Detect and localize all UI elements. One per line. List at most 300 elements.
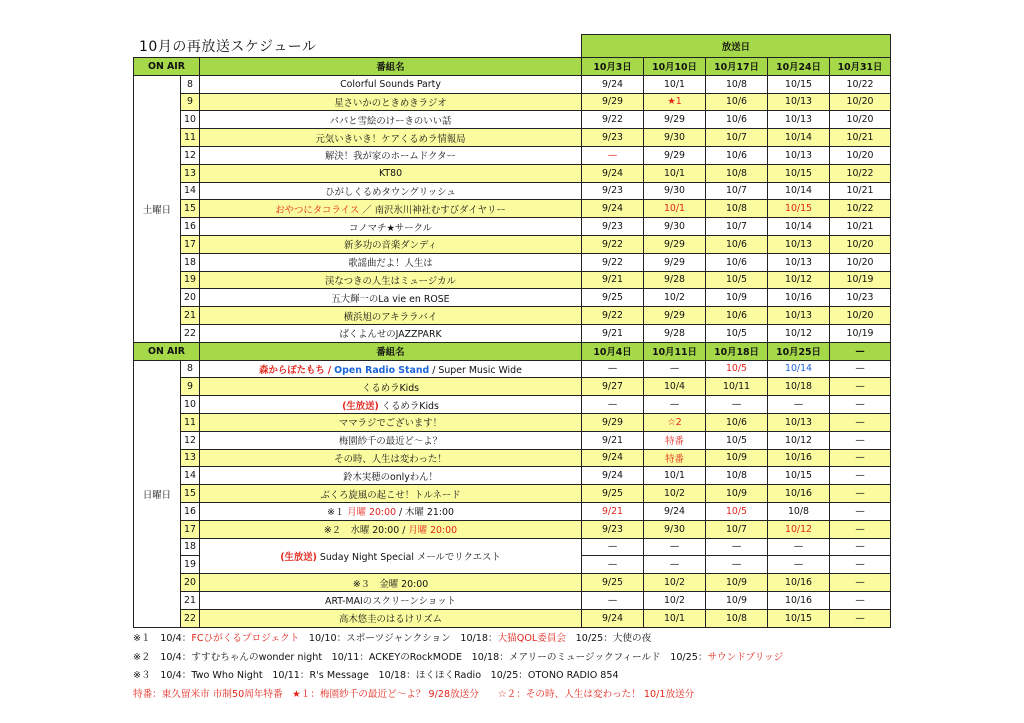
date-cell: 10/20 (830, 111, 891, 129)
hour-cell: 14 (181, 467, 200, 485)
table-row (134, 609, 891, 627)
program-name: 横浜旭のアキララバイ (343, 311, 438, 323)
date-cell: — (830, 502, 891, 520)
date-cell: 10/20 (830, 253, 891, 271)
live-badge: (生放送) (280, 551, 317, 563)
date-cell: 10/8 (768, 502, 830, 520)
hour-cell: 9 (181, 93, 200, 111)
date-cell: 10/21 (830, 218, 891, 236)
program-cell (200, 182, 582, 200)
sunday-day-label: 日曜日 (134, 360, 181, 627)
date-cell: 10/15 (768, 164, 830, 182)
program-cell (200, 235, 582, 253)
program-cell (200, 75, 582, 93)
date-cell: — (830, 591, 891, 609)
program-note-mark: ※１ (327, 507, 345, 519)
on-air-header: ON AIR (134, 58, 200, 76)
program-cell (200, 396, 582, 414)
date-cell: 10/21 (830, 129, 891, 147)
date-cell: 10/13 (768, 235, 830, 253)
program-cell (200, 253, 582, 271)
date-cell: — (644, 360, 706, 378)
program-cell (200, 449, 582, 467)
hour-cell: 12 (181, 431, 200, 449)
program-name-highlight: おやつにタコライス (275, 204, 360, 216)
footnote-1: ※１ 10/4：FCひがくるプロジェクト 10/10：スポーツジャンクション 10/18：大猫QOL委員会 10/25：大使の夜 (133, 633, 652, 644)
date-cell: 10/13 (768, 146, 830, 164)
date-cell: 10/7 (706, 520, 768, 538)
page-title: 10月の再放送スケジュール (139, 39, 317, 55)
program-name: 歌謡曲だよ！人生は (348, 258, 433, 270)
date-cell: 9/24 (582, 449, 644, 467)
table-row (134, 200, 891, 218)
hour-cell: 22 (181, 324, 200, 342)
date-cell: 10/22 (830, 164, 891, 182)
date-cell: 9/21 (582, 271, 644, 289)
program-cell (200, 431, 582, 449)
program-name: 梅園紗千の最近ど〜よ？ (338, 436, 443, 448)
date-cell: 10/23 (830, 289, 891, 307)
date-cell: 9/21 (582, 431, 644, 449)
date-cell: — (582, 396, 644, 414)
date-cell: 10/15 (768, 75, 830, 93)
table-row (134, 253, 891, 271)
date-cell: 10/21 (830, 182, 891, 200)
date-cell: — (830, 449, 891, 467)
date-cell: 10/18 (768, 378, 830, 396)
date-cell: ★1 (644, 93, 706, 111)
date-cell: 9/24 (582, 467, 644, 485)
date-cell: 10/20 (830, 93, 891, 111)
date-cell: 10/14 (768, 129, 830, 147)
program-time: ※２ 水曜 20:00 / (323, 525, 406, 537)
date-cell: 10/15 (768, 200, 830, 218)
table-row (134, 520, 891, 538)
date-cell: — (644, 396, 706, 414)
table-row (134, 235, 891, 253)
date-cell: 9/24 (582, 200, 644, 218)
date-cell: — (830, 396, 891, 414)
program-name: ※３ 金曜 20:00 (352, 578, 429, 590)
program-cell (200, 574, 582, 592)
date-header: 10月18日 (706, 342, 768, 360)
saturday-header-row (134, 58, 891, 76)
date-cell: 10/20 (830, 146, 891, 164)
date-cell: — (582, 146, 644, 164)
program-cell (200, 307, 582, 325)
table-row (134, 467, 891, 485)
program-name: Suday Night Special メールでリクエスト (319, 551, 501, 563)
hour-cell: 13 (181, 164, 200, 182)
date-cell: 9/29 (582, 93, 644, 111)
date-cell: 10/9 (706, 449, 768, 467)
program-time-highlight: 月曜 20:00 (347, 507, 397, 519)
date-cell: 9/30 (644, 129, 706, 147)
hour-cell: 20 (181, 574, 200, 592)
hour-cell: 8 (181, 360, 200, 378)
footnote-special: 特番：東久留米市 市制50周年特番 ★１：梅園紗千の最近ど〜よ？ 9/28放送分 ☆２：その時、人生は変わった！ 10/1放送分 (133, 688, 695, 700)
date-cell: 10/20 (830, 307, 891, 325)
program-name: Colorful Sounds Party (340, 78, 441, 90)
footnote-2: ※２ 10/4：すすむちゃんのwonder night 10/11：ACKEYのRockMODE 10/18：メアリーのミュージックフィールド 10/25：サウンドブリッジ (133, 651, 784, 663)
date-cell: 10/14 (768, 218, 830, 236)
date-cell: 9/29 (644, 307, 706, 325)
hour-cell: 18 (181, 253, 200, 271)
date-cell: 10/15 (768, 609, 830, 627)
table-row (134, 431, 891, 449)
date-cell: 特番 (644, 431, 706, 449)
date-cell: 10/8 (706, 164, 768, 182)
date-cell: 10/2 (644, 485, 706, 503)
date-cell: 9/24 (582, 164, 644, 182)
date-header: 10月3日 (582, 58, 644, 76)
title-spacer (134, 35, 582, 58)
footnote-3: ※３ 10/4：Two Who Night 10/11：R's Message 10/18：ほくほくRadio 10/25：OTONO RADIO 854 (133, 670, 619, 681)
date-cell: 10/12 (768, 431, 830, 449)
date-cell: 10/20 (830, 235, 891, 253)
date-header: 10月31日 (830, 58, 891, 76)
date-cell: 10/5 (706, 431, 768, 449)
program-name: ／ 南沢氷川神社むすびダイヤリー (362, 204, 506, 216)
on-air-header: ON AIR (134, 342, 200, 360)
program-cell (200, 111, 582, 129)
program-cell (200, 520, 582, 538)
date-cell: 9/29 (644, 111, 706, 129)
date-cell: 10/2 (644, 289, 706, 307)
program-cell (200, 93, 582, 111)
program-cell (200, 413, 582, 431)
table-row (134, 378, 891, 396)
program-cell (200, 146, 582, 164)
date-cell: 10/19 (830, 271, 891, 289)
date-cell: 10/12 (768, 324, 830, 342)
table-row (134, 307, 891, 325)
date-cell: 10/1 (644, 200, 706, 218)
program-name: ばくよんせのJAZZPARK (339, 329, 442, 341)
date-cell: 10/6 (706, 253, 768, 271)
hour-cell: 11 (181, 129, 200, 147)
date-cell: 10/14 (768, 360, 830, 378)
program-name: ART-MAIのスクリーンショット (325, 596, 456, 608)
date-cell: 10/9 (706, 574, 768, 592)
program-name: くるめラKids (361, 382, 420, 394)
table-row (134, 324, 891, 342)
date-cell: 10/8 (706, 200, 768, 218)
program-name: その時、人生は変わった！ (334, 453, 447, 465)
hour-cell: 11 (181, 413, 200, 431)
program-cell (200, 289, 582, 307)
date-cell: 9/24 (582, 75, 644, 93)
date-cell: 10/5 (706, 271, 768, 289)
date-cell: 9/21 (582, 324, 644, 342)
hour-cell: 18 (181, 538, 200, 556)
date-cell: 10/1 (644, 467, 706, 485)
program-cell (200, 502, 582, 520)
date-header: 10月10日 (644, 58, 706, 76)
title-row (134, 35, 891, 58)
program-name: 新多功の音楽ダンディ (343, 240, 438, 252)
hour-cell: 19 (181, 271, 200, 289)
date-cell: 9/22 (582, 111, 644, 129)
date-cell: 9/25 (582, 289, 644, 307)
hour-cell: 10 (181, 111, 200, 129)
date-cell: — (830, 360, 891, 378)
program-cell (200, 324, 582, 342)
date-cell: — (830, 574, 891, 592)
date-cell: 10/5 (706, 324, 768, 342)
date-cell: 10/9 (706, 591, 768, 609)
date-cell: 9/30 (644, 182, 706, 200)
hour-cell: 15 (181, 485, 200, 503)
date-cell: 10/6 (706, 146, 768, 164)
date-cell: — (582, 538, 644, 556)
table-row (134, 164, 891, 182)
hour-cell: 14 (181, 182, 200, 200)
date-cell: 9/25 (582, 574, 644, 592)
date-cell: 9/29 (644, 146, 706, 164)
program-name: 高木悠圭のはるけリズム (339, 614, 442, 626)
hour-cell: 21 (181, 591, 200, 609)
date-cell: 10/8 (706, 467, 768, 485)
date-cell: 10/8 (706, 609, 768, 627)
date-cell: — (706, 396, 768, 414)
date-cell: 10/6 (706, 307, 768, 325)
date-cell: 10/1 (644, 164, 706, 182)
table-row (134, 218, 891, 236)
date-cell: 9/23 (582, 182, 644, 200)
hour-cell: 21 (181, 307, 200, 325)
hour-cell: 10 (181, 396, 200, 414)
program-name-highlight: 森からぽたもち (259, 364, 325, 376)
table-row (134, 502, 891, 520)
date-cell: — (830, 609, 891, 627)
date-cell: 10/5 (706, 360, 768, 378)
table-row (134, 289, 891, 307)
date-cell: — (768, 556, 830, 574)
hour-cell: 16 (181, 502, 200, 520)
date-cell: 9/28 (644, 271, 706, 289)
date-cell: 特番 (644, 449, 706, 467)
date-cell: 10/11 (706, 378, 768, 396)
date-cell: 10/13 (768, 111, 830, 129)
date-cell: — (644, 538, 706, 556)
program-cell (200, 164, 582, 182)
hour-cell: 20 (181, 289, 200, 307)
date-cell: 10/9 (706, 485, 768, 503)
date-cell: 9/24 (644, 502, 706, 520)
date-cell: — (768, 538, 830, 556)
date-cell: 10/7 (706, 182, 768, 200)
date-cell: 9/25 (582, 485, 644, 503)
date-cell: — (830, 520, 891, 538)
date-cell: 10/7 (706, 218, 768, 236)
table-row (134, 360, 891, 378)
date-header: 10月24日 (768, 58, 830, 76)
program-cell (200, 467, 582, 485)
date-cell: — (706, 538, 768, 556)
hour-cell: 13 (181, 449, 200, 467)
date-cell: 10/12 (768, 520, 830, 538)
date-cell: 10/19 (830, 324, 891, 342)
program-name: / Super Music Wide (432, 364, 522, 376)
date-cell: 10/16 (768, 574, 830, 592)
program-name: 五大輝一のLa vie en ROSE (331, 293, 450, 305)
date-cell: 10/6 (706, 93, 768, 111)
table-row (134, 93, 891, 111)
table-row (134, 574, 891, 592)
program-time: / 木曜 21:00 (399, 507, 454, 519)
date-cell: 10/14 (768, 182, 830, 200)
program-name: KT80 (378, 167, 403, 179)
date-cell: 9/23 (582, 218, 644, 236)
program-cell (200, 271, 582, 289)
date-cell: — (830, 413, 891, 431)
table-row (134, 449, 891, 467)
table-row (134, 538, 891, 556)
date-cell: 10/6 (706, 413, 768, 431)
program-name: くるめラKids (381, 400, 439, 412)
date-cell: — (830, 378, 891, 396)
program-header: 番組名 (200, 58, 582, 76)
date-cell: 10/16 (768, 289, 830, 307)
broadcast-day-header: 放送日 (582, 35, 891, 58)
date-cell: 10/13 (768, 93, 830, 111)
date-cell: — (644, 556, 706, 574)
date-cell: ☆2 (644, 413, 706, 431)
date-cell: 9/23 (582, 520, 644, 538)
date-cell: 10/8 (706, 75, 768, 93)
table-row (134, 271, 891, 289)
program-header: 番組名 (200, 342, 582, 360)
date-cell: — (830, 467, 891, 485)
program-time-highlight: 月曜 20:00 (408, 525, 458, 537)
program-name-blue: Open Radio Stand (334, 364, 430, 376)
table-row (134, 146, 891, 164)
date-cell: 10/7 (706, 129, 768, 147)
date-cell: 10/13 (768, 413, 830, 431)
program-name: コノマチ★サークル (348, 222, 433, 234)
date-cell: 9/24 (582, 609, 644, 627)
program-cell (200, 485, 582, 503)
date-cell: 10/12 (768, 271, 830, 289)
program-name: ひがしくるめタウングリッシュ (325, 186, 456, 198)
date-cell: 10/6 (706, 235, 768, 253)
live-badge: (生放送) (342, 400, 379, 412)
program-separator: / (327, 364, 332, 376)
program-name: ぶくろ旋風の起こせ！トルネード (320, 489, 461, 501)
program-cell (200, 360, 582, 378)
program-cell (200, 591, 582, 609)
program-name: 元気いきいき！ケアくるめラ情報局 (315, 133, 466, 145)
date-header: 10月25日 (768, 342, 830, 360)
date-cell: 10/22 (830, 200, 891, 218)
date-cell: 9/30 (644, 218, 706, 236)
date-cell: 9/22 (582, 307, 644, 325)
schedule-table (133, 34, 891, 628)
program-name: 渓なつきの人生はミュージカル (325, 275, 456, 287)
date-cell: 9/29 (644, 253, 706, 271)
program-cell (200, 609, 582, 627)
table-row (134, 591, 891, 609)
table-row (134, 413, 891, 431)
hour-cell: 16 (181, 218, 200, 236)
date-cell: 10/16 (768, 591, 830, 609)
date-cell: 10/15 (768, 467, 830, 485)
date-header: 10月17日 (706, 58, 768, 76)
date-cell: 9/29 (644, 235, 706, 253)
program-name: 解決！我が家のホームドクター (325, 151, 456, 163)
table-row (134, 111, 891, 129)
program-cell (200, 200, 582, 218)
table-row (134, 396, 891, 414)
date-cell: — (582, 556, 644, 574)
date-cell: 10/2 (644, 574, 706, 592)
date-header: 10月4日 (582, 342, 644, 360)
saturday-day-label: 土曜日 (134, 75, 181, 342)
date-cell: 10/22 (830, 75, 891, 93)
program-cell (200, 129, 582, 147)
table-row (134, 75, 891, 93)
date-cell: — (582, 591, 644, 609)
date-cell: — (830, 485, 891, 503)
date-cell: 9/21 (582, 502, 644, 520)
date-header: — (830, 342, 891, 360)
date-cell: 9/30 (644, 520, 706, 538)
date-cell: 10/13 (768, 253, 830, 271)
date-cell: — (582, 360, 644, 378)
date-cell: 10/16 (768, 449, 830, 467)
date-cell: — (706, 556, 768, 574)
date-cell: — (830, 538, 891, 556)
date-cell: — (830, 556, 891, 574)
table-row (134, 182, 891, 200)
hour-cell: 9 (181, 378, 200, 396)
hour-cell: 17 (181, 235, 200, 253)
hour-cell: 8 (181, 75, 200, 93)
date-cell: — (830, 431, 891, 449)
date-cell: 10/4 (644, 378, 706, 396)
hour-cell: 17 (181, 520, 200, 538)
date-cell: 10/1 (644, 609, 706, 627)
date-cell: 9/27 (582, 378, 644, 396)
table-row (134, 485, 891, 503)
date-cell: 9/22 (582, 235, 644, 253)
program-cell (200, 378, 582, 396)
hour-cell: 22 (181, 609, 200, 627)
hour-cell: 15 (181, 200, 200, 218)
date-cell: 9/23 (582, 129, 644, 147)
table-row (134, 129, 891, 147)
date-cell: 9/22 (582, 253, 644, 271)
date-cell: 9/29 (582, 413, 644, 431)
date-cell: 10/1 (644, 75, 706, 93)
hour-cell: 12 (181, 146, 200, 164)
date-header: 10月11日 (644, 342, 706, 360)
program-name: ママラジでございます！ (338, 418, 443, 430)
date-cell: 10/13 (768, 307, 830, 325)
footnotes (133, 630, 783, 704)
program-name: 鈴木実穂のonlyわん！ (343, 471, 438, 483)
date-cell: 10/16 (768, 485, 830, 503)
date-cell: 9/28 (644, 324, 706, 342)
sunday-header-row (134, 342, 891, 360)
date-cell: 10/5 (706, 502, 768, 520)
program-cell (200, 538, 582, 574)
program-cell (200, 218, 582, 236)
date-cell: 10/6 (706, 111, 768, 129)
hour-cell: 19 (181, 556, 200, 574)
date-cell: — (768, 396, 830, 414)
